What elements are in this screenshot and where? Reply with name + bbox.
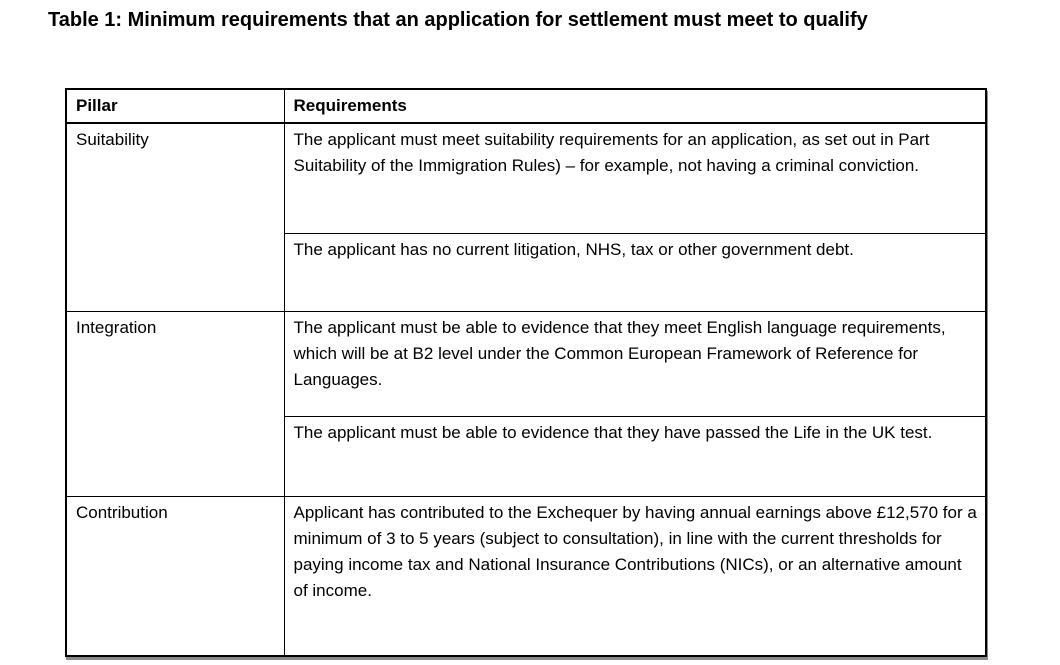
- table-row: [66, 311, 986, 416]
- table-row: [66, 496, 986, 656]
- table-row: [66, 123, 986, 233]
- requirement-cell-suitability-1: The applicant must meet suitability requirements for an application, as set out in Part Suitability of the Immigration Rules) – for example, not having a criminal conviction.: [284, 123, 986, 233]
- header-cell-requirements: Requirements: [284, 89, 986, 123]
- requirement-cell-contribution-1: Applicant has contributed to the Exchequer by having annual earnings above £12,570 for a minimum of 3 to 5 years (subject to consultation), in line with the current thresholds for paying income tax and National Insurance Contributions (NICs), or an alternative amount of income.: [284, 496, 986, 656]
- pillar-cell-suitability: Suitability: [66, 123, 284, 311]
- table-header-row: [66, 89, 986, 123]
- header-cell-pillar: Pillar: [66, 89, 284, 123]
- requirement-cell-suitability-2: The applicant has no current litigation, NHS, tax or other government debt.: [284, 233, 986, 311]
- requirement-cell-integration-2: The applicant must be able to evidence that they have passed the Life in the UK test.: [284, 416, 986, 496]
- pillar-cell-contribution: Contribution: [66, 496, 284, 656]
- pillar-cell-integration: Integration: [66, 311, 284, 496]
- requirements-table: [65, 88, 987, 657]
- requirement-cell-integration-1: The applicant must be able to evidence that they meet English language requirements, which will be at B2 level under the Common European Framework of Reference for Languages.: [284, 311, 986, 416]
- page-title: Table 1: Minimum requirements that an application for settlement must meet to qualify: [48, 9, 868, 31]
